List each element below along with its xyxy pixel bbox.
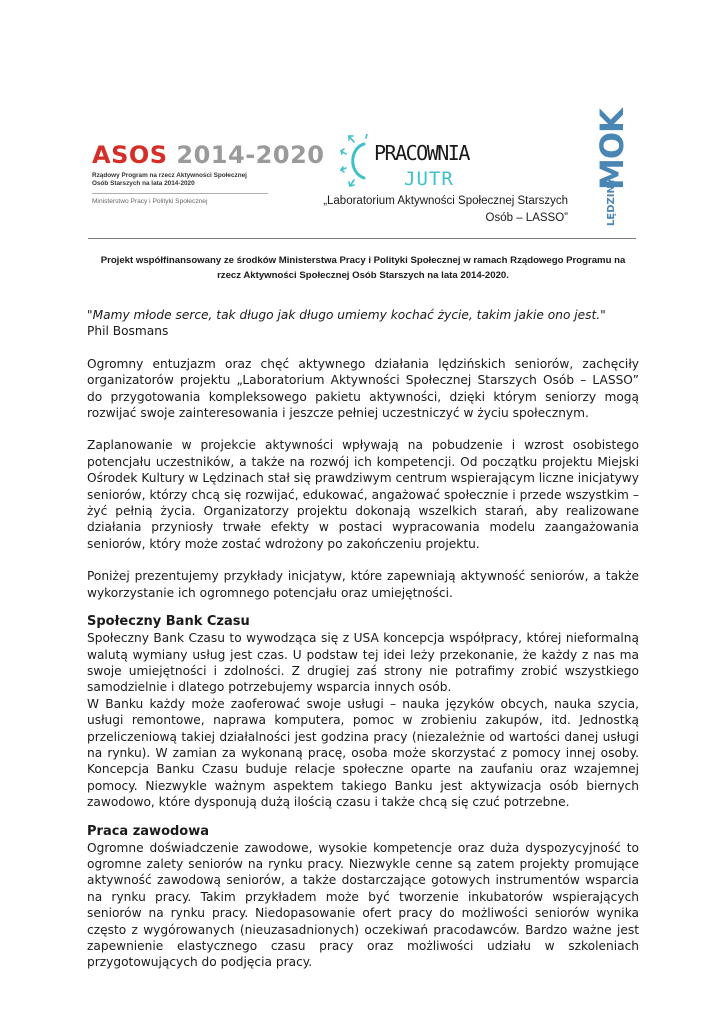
intro-paragraph: Ogromny entuzjazm oraz chęć aktywnego działania lędzińskich seniorów, zachęciły organizatorów projektu „Laboratorium Aktywności Społecznej Starszych Osób – LASSO” do przygotowania kompleksowego pakietu aktywności, dzięki którym seniorzy mogą rozwijać swoje zainteresowania i jeszcze pełniej uczestniczyć w życiu społecznym. xyxy=(87,356,639,421)
spacer xyxy=(87,421,639,437)
quote-author: Phil Bosmans xyxy=(87,324,169,339)
pracownia-jutr-logo xyxy=(340,130,490,200)
pracownia-name: PRACOWNIA xyxy=(374,141,469,165)
article-body xyxy=(87,307,639,971)
section-paragraph: W Banku każdy może zaoferować swoje usługi – nauka języków obcych, nauka szycia, usługi remontowe, naprawa komputera, pomoc w zrobieniu zakupów, itd. Jednostką przeliczeniową takiej działalności jest godzina pracy (niezależnie od wartości danej usługi na rynku). W zamian za wykonaną pracę, osoba może skorzystać z pomocy innej osoby. Koncepcja Banku Czasu buduje relacje społeczne oparte na zaufaniu oraz wzajemnej pomocy. Niezwykle ważnym aspektem takiego Banku jest aktywizacja osób biernych zawodowo, które dysponują dużą ilością czasu i także chcą się czuć potrzebne. xyxy=(87,696,639,810)
page-header xyxy=(0,0,724,240)
spacer xyxy=(87,340,639,356)
section-paragraph: Społeczny Bank Czasu to wywodząca się z USA koncepcja współpracy, której nieformalną walutą wymiany usług jest czas. U podstaw tej idei leży przekonanie, że każdy z nas ma swoje umiejętności i zdolności. Z drugiej zaś strony nie potrafimy zrobić wszystkiego samodzielnie i dlatego potrzebujemy wsparcia innych osób. xyxy=(87,631,639,695)
header-divider xyxy=(88,238,636,239)
lasso-caption: „Laboratorium Aktywności Społecznej Starszych Osób – LASSO” xyxy=(323,195,568,224)
asos-logo-subtitle xyxy=(92,172,292,188)
mok-logo-big: MOK xyxy=(593,109,631,190)
spacer xyxy=(87,552,639,568)
pracownia-sub: JUTR xyxy=(404,168,454,190)
asos-logo-title-red: ASOS xyxy=(92,141,168,169)
asos-logo xyxy=(92,141,325,205)
mok-logo-small: LĘDZINY xyxy=(606,177,617,226)
body-paragraph: Zaplanowanie w projekcie aktywności wpływają na pobudzenie i wzrost osobistego potencjału uczestników, a także na rozwój ich kompetencji. Od początku projektu Miejski Ośrodek Kultury w Lędzinach stał się prawdziwym centrum wspierającym liczne inicjatywy seniorów, którzy chcą się rozwijać, edukować, angażować społecznie i przede wszystkim – żyć pełnią życia. Organizatorzy projektu dokonają wszelkich starań, aby realizowane działania przyniosły trwałe efekty w postaci wypracowania modelu zaangażowania seniorów, który może zostać wdrożony po zakończeniu projektu. xyxy=(87,438,639,551)
spacer xyxy=(87,811,639,823)
asos-divider xyxy=(92,193,268,194)
section-heading: Społeczny Bank Czasu xyxy=(87,614,250,630)
asos-subtitle-line-2: Osób Starszych na lata 2014-2020 xyxy=(92,180,195,187)
section-paragraph: Ogromne doświadczenie zawodowe, wysokie kompetencje oraz duża dyspozycyjność to ogromne zalety seniorów na rynku pracy. Niezwykle cenne są zatem projekty promujące aktywność zawodową seniorów, a także dostarczające gotowych instrumentów wsparcia na rynku pracy. Takim przykładem może być tworzenie inkubatorów wspierających seniorów na rynku pracy. Niedopasowanie ofert pracy do możliwości seniorów wynika często z wygórowanych (nieuzasadnionych) oczekiwań pracodawców. Bardzo ważne jest zapewnienie elastycznego czasu pracy oraz możliwości udziału w szkoleniach przygotowujących do podjęcia pracy. xyxy=(87,840,639,970)
body-paragraph: Poniżej prezentujemy przykłady inicjatyw, które zapewniają aktywność seniorów, a także wykorzystanie ich ogromnego potencjału oraz umiejętności. xyxy=(87,569,639,600)
asos-logo-title-years: 2014-2020 xyxy=(176,141,325,169)
mok-ledziny-logo xyxy=(593,109,631,226)
asos-ministry: Ministerstwo Pracy i Polityki Społecznej xyxy=(92,198,208,205)
section-heading: Praca zawodowa xyxy=(87,823,210,839)
funding-note: Projekt współfinansowany ze środków Ministerstwa Pracy i Polityki Społecznej w ramach Rządowego Programu na rzecz Aktywności Społecznej Osób Starszych na lata 2014-2020. xyxy=(100,255,626,281)
quote-text: "Mamy młode serce, tak długo jak długo umiemy kochać życie, takim jakie ono jest." xyxy=(87,308,606,322)
spacer xyxy=(87,601,639,613)
asos-logo-title xyxy=(92,141,325,169)
asos-subtitle-line-1: Rządowy Program na rzecz Aktywności Społecznej xyxy=(92,172,247,179)
